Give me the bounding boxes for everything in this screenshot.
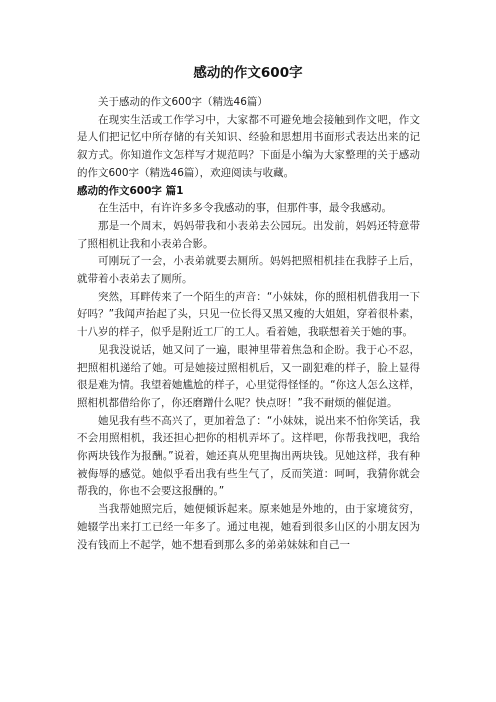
document-title: 感动的作文600字 (193, 65, 303, 81)
section-paragraph: 她见我有些不高兴了，更加着急了：“小妹妹，说出来不怕你笑话，我不会用照相机，我还担心把你的相机弄坏了。这样吧，你帮我找吧，我给你两块钱作为报酬。”说着，她还真从兜里掏出两块钱。见她这样，我有种被侮辱的感觉。她似乎看出我有些生气了，反而笑道：呵呵，我猜你就会帮我的，你也不会要这报酬的。” (77, 414, 420, 498)
section-paragraph: 那是一个周末，妈妈带我和小表弟去公园玩。出发前，妈妈还特意带了照相机让我和小表弟合影。 (77, 219, 420, 250)
intro-paragraph: 在现实生活或工作学习中，大家都不可避免地会接触到作文吧，作文是人们把记忆中所存储的有关知识、经验和思想用书面形式表达出来的记叙方式。你知道作文怎样写才规范吗？下面是小编为大家整理的关于感动的作文600字（精选46篇），欢迎阅读与收藏。 (77, 113, 420, 179)
section-paragraph: 可刚玩了一会，小表弟就要去厕所。妈妈把照相机挂在我脖子上后，就带着小表弟去了厕所。 (77, 255, 420, 286)
document-body (77, 94, 420, 554)
section-paragraph: 在生活中，有许许多多令我感动的事，但那件事，最令我感动。 (98, 202, 392, 215)
section-heading: 感动的作文600字 篇1 (77, 184, 184, 197)
section-paragraph: 当我帮她照完后，她便倾诉起来。原来她是外地的，由于家境贫穷，她辍学出来打工已经一年多了。通过电视，她看到很多山区的小朋友因为没有钱而上不起学，她不想看到那么多的弟弟妹妹和自己一 (77, 503, 420, 551)
section-paragraph: 突然，耳畔传来了一个陌生的声音：“小妹妹，你的照相机借我用一下好吗？”我闻声抬起了头，只见一位长得又黑又瘦的大姐姐，穿着很朴素，十八岁的样子，似乎是附近工厂的工人。看着她，我联想着关于她的事。 (77, 290, 420, 339)
section-paragraph: 见我没说话，她又问了一遍，眼神里带着焦急和企盼。我于心不忍，把照相机递给了她。可是她接过照相机后，又一副犯难的样子，脸上显得很是难为情。我望着她尴尬的样子，心里觉得怪怪的。“你这人怎么这样，照相机都借给你了，你还磨蹭什么呢？快点呀！”我不耐烦的催促道。 (77, 343, 420, 409)
intro-subtitle: 关于感动的作文600字（精选46篇） (98, 96, 268, 108)
